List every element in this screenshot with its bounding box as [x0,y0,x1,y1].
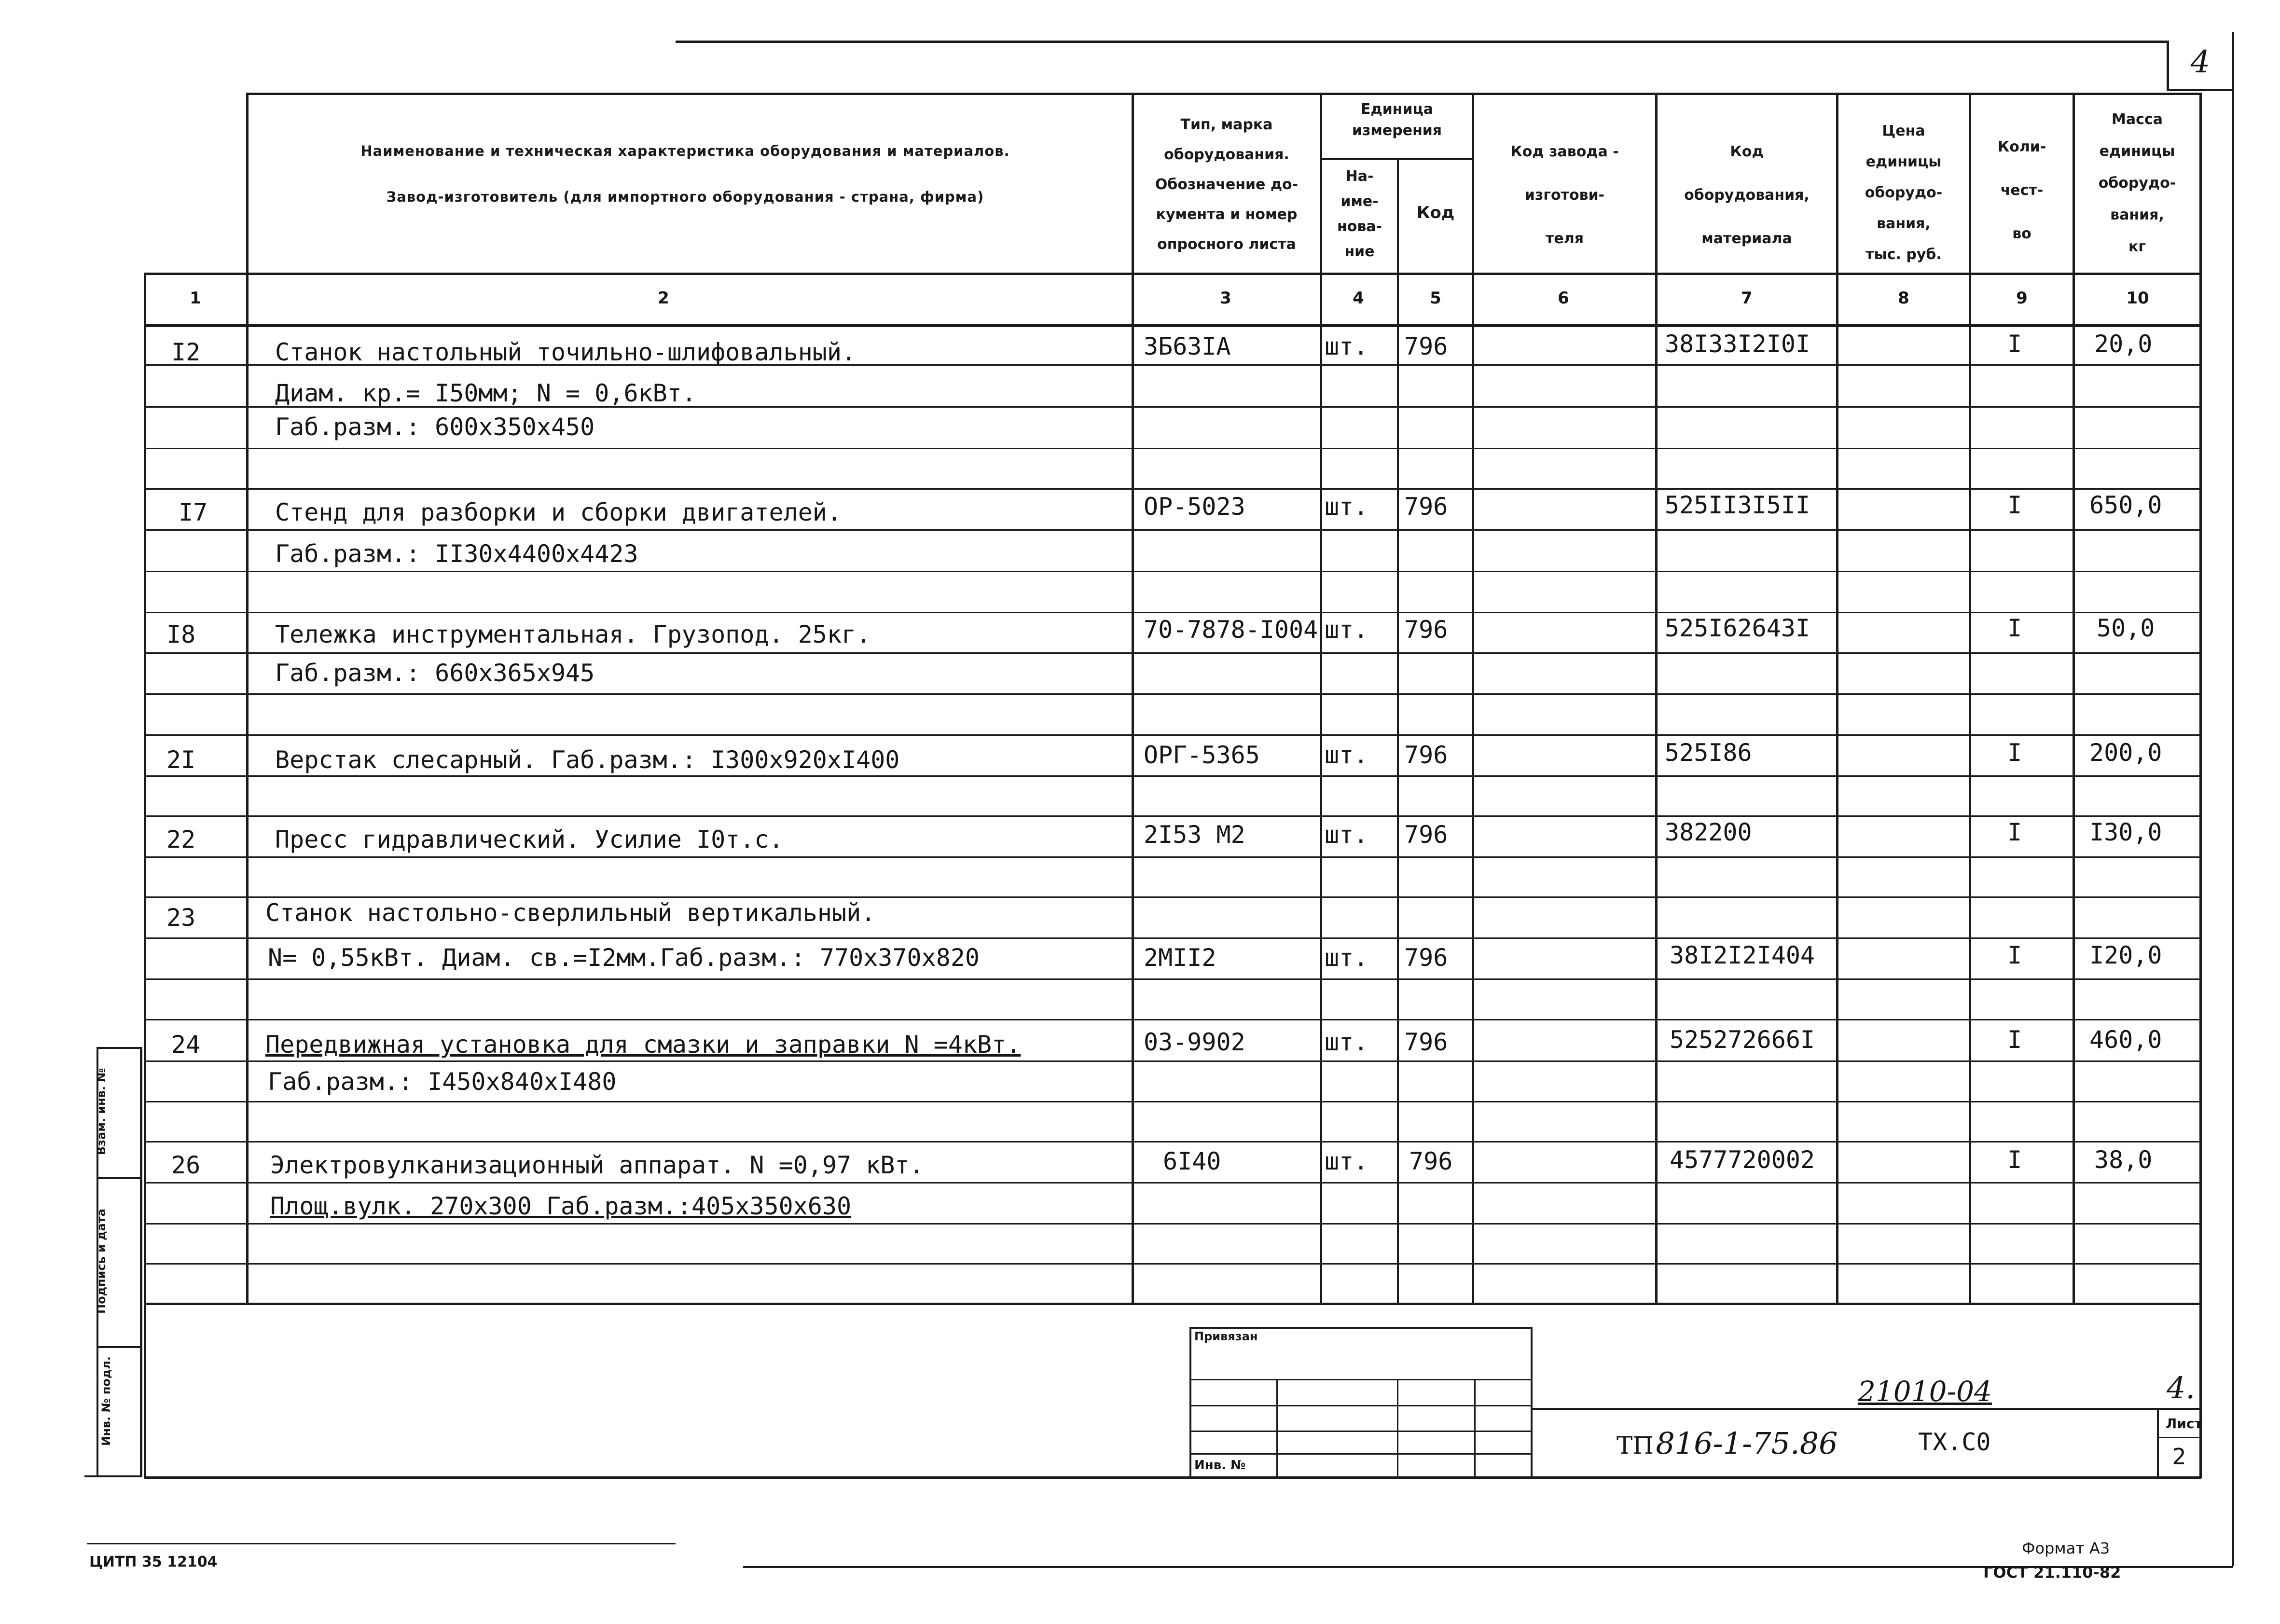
row-quantity: I [2007,491,2022,519]
header-col10 [2075,104,2199,263]
row-type: 70-7878-I004 [1144,616,1318,644]
header-col3-line: опросного листа [1157,236,1296,253]
row-description-line: Стенд для разборки и сборки двигателей. [275,498,842,526]
row-position: 22 [166,826,196,853]
row-mass: I30,0 [2089,818,2162,846]
header-col8-line: оборудо- [1865,184,1943,201]
row-mass: 460,0 [2089,1026,2162,1054]
row-item-code: 38I33I2I0I [1665,330,1810,358]
header-col7-line: Код [1730,143,1764,160]
row-mass: 20,0 [2094,330,2153,358]
row-type: 03-9902 [1144,1028,1245,1056]
row-type: 3Б63IА [1144,332,1231,360]
row-unit-code: 796 [1404,741,1448,769]
row-position: 26 [171,1151,201,1179]
row-item-code: 4577720002 [1670,1146,1815,1174]
row-unit-code: 796 [1404,493,1448,521]
sheet-label: Лист [2166,1416,2202,1431]
doc-code [1617,1426,1838,1461]
bottom-frame-line [145,1476,2201,1479]
row-description-line: Габ.разм.: II30x4400x4423 [275,540,638,568]
row-quantity: I [2007,1026,2022,1054]
colnum-bottom-line [145,324,2201,327]
row-description-line: Электровулканизационный аппарат. N =0,97 кВт. [270,1151,924,1179]
column-number: 6 [1558,289,1569,308]
sheet-hand-number: 4. [2167,1370,2196,1405]
header-col9 [1971,125,2073,256]
row-unit-code: 796 [1404,821,1448,849]
header-col7-line: оборудования, [1684,187,1810,204]
header-col9-line: чест- [2000,182,2044,199]
row-line [145,652,2201,654]
footer-left-text: ЦИТП 35 12104 [89,1554,218,1570]
header-col2-line1: Наименование и техническая характеристика оборудования и материалов. [360,143,1010,159]
vline-c5 [1472,93,1474,1304]
header-col10-line: кг [2128,238,2146,255]
header-col3-line: кумента и номер [1156,206,1298,223]
header-col2-line2: Завод-изготовитель (для импортного оборудования - страна, фирма) [386,189,984,205]
header-col5: Код [1416,203,1455,222]
column-number: 7 [1741,289,1753,308]
header-col4-line: нова- [1337,218,1382,235]
header-bottom-line [145,273,2201,275]
row-type: 6I40 [1163,1147,1221,1175]
row-position: 23 [166,904,196,932]
approval-box-line [1189,1453,1532,1455]
row-line [145,1019,2201,1020]
row-unit: шт. [1325,616,1368,644]
approval-box-vline [1276,1379,1278,1476]
row-quantity: I [2007,739,2022,767]
row-line [145,612,2201,613]
vline-c3 [1320,93,1322,1304]
row-position: I8 [166,620,196,648]
row-description-line: Передвижная установка для смазки и заправки N =4кВт. [265,1031,1021,1059]
row-unit-code: 796 [1404,332,1448,360]
row-mass: 38,0 [2094,1146,2153,1174]
header-col9-line: Коли- [1997,138,2046,155]
row-quantity: I [2007,941,2022,969]
row-description-line: Диам. кр.= I50мм; N = 0,6кВт. [275,379,696,407]
row-type: ОРГ-5365 [1144,741,1260,769]
footer-gost: ГОСТ 21.110-82 [1983,1563,2121,1582]
row-item-code: 382200 [1665,818,1752,846]
header-col6-line: изготови- [1524,187,1605,204]
row-item-code: 525I62643I [1665,614,1810,642]
stamp-right-line [140,1047,142,1476]
column-number: 5 [1430,289,1441,308]
row-unit: шт. [1325,1147,1368,1175]
row-unit: шт. [1325,1028,1368,1056]
title-block-divider [1532,1408,2200,1410]
column-number: 4 [1353,289,1364,308]
header-col6 [1474,130,1655,261]
row-description-line: Станок настольно-сверлильный вертикальный. [265,899,876,927]
header-col4-line: ние [1344,243,1375,260]
header-col3 [1135,110,1318,260]
inv-label: Инв. № [1194,1458,1246,1473]
row-description-line: Верстак слесарный. Габ.разм.: I300x920xI400 [275,746,900,774]
header-col8-line: Цена [1882,123,1925,139]
header-col9-line: во [2012,225,2031,242]
row-line [145,1101,2201,1102]
row-unit-code: 796 [1404,616,1448,644]
row-mass: 650,0 [2089,491,2162,519]
row-description-line: Пресс гидравлический. Усилие I0т.с. [275,826,784,853]
row-line [145,1060,2201,1062]
doc-code-prefix: ТП [1617,1431,1654,1459]
vline-c6 [1655,93,1658,1304]
row-line [145,529,2201,531]
header-col7-line: материала [1701,230,1792,247]
header-col6-line: теля [1546,230,1584,247]
row-quantity: I [2007,818,2022,846]
row-position: I2 [171,338,201,366]
table-top-line [246,93,2201,95]
stamp-divider [97,1177,142,1179]
stamp-label-replaced: Взам. инв. № [95,1068,108,1156]
approval-box-line [1189,1379,1532,1380]
row-description-line: Станок настольный точильно-шлифовальный. [275,338,857,366]
header-col10-line: единицы [2099,143,2175,160]
doc-code-number: 816-1-75.86 [1656,1426,1838,1461]
approval-box-line [1189,1431,1532,1432]
column-number: 10 [2126,289,2149,308]
row-description-line: Габ.разм.: 600x350x450 [275,413,595,441]
sheet-box-mid [2157,1437,2201,1438]
row-description-line: Площ.вулк. 270x300 Габ.разм.:405x350x630 [270,1192,852,1220]
row-unit: шт. [1325,493,1368,521]
header-col7 [1658,130,1836,261]
row-mass: I20,0 [2089,941,2162,969]
header-col8-line: единицы [1865,153,1942,170]
stamp-label-inv: Инв. № подл. [99,1356,113,1446]
header-unit-title-line: Единица [1361,101,1433,118]
row-line [145,775,2201,777]
row-description-line: N= 0,55кВт. Диам. св.=I2мм.Габ.разм.: 770x370x820 [268,944,980,972]
stamp-top-line [97,1047,142,1049]
header-col10-line: вания, [2110,206,2164,223]
header-unit-title [1322,99,1472,141]
stamp-bottom-line [84,1475,142,1477]
column-number: 3 [1220,289,1231,308]
row-type: 2I53 М2 [1144,821,1245,849]
approval-box-line [1189,1405,1532,1406]
row-line [145,856,2201,858]
column-number: 1 [190,289,201,308]
row-line [145,693,2201,695]
row-item-code: 525272666I [1670,1026,1815,1054]
row-unit: шт. [1325,741,1368,769]
row-line [145,1182,2201,1184]
vline-right [2199,93,2202,1478]
corner-box-bottom [2167,89,2234,91]
row-type: ОР-5023 [1144,493,1245,521]
row-unit: шт. [1325,332,1368,360]
vline-c2 [1132,93,1134,1304]
frame-top-line [676,41,2167,43]
vline-c7 [1836,93,1838,1304]
vline-left [144,273,146,1479]
header-unit-title-line: измерения [1352,122,1442,139]
row-line [145,1141,2201,1142]
row-line [145,815,2201,817]
row-position: 24 [171,1031,201,1059]
header-col6-line: Код завода - [1510,143,1619,160]
approval-box-top [1189,1327,1532,1329]
header-col8-line: тыс. руб. [1865,246,1942,263]
row-item-code: 38I2I2I404 [1670,941,1815,969]
row-description-line: Тележка инструментальная. Грузопод. 25кг. [275,620,871,648]
row-position: 2I [166,746,196,774]
doc-mark: ТХ.С0 [1918,1428,1991,1456]
column-number: 2 [658,289,669,308]
frame-right-line [2232,32,2234,1566]
approval-box-vline [1474,1379,1476,1476]
page-corner-number: 4 [2190,44,2211,80]
column-number: 9 [2016,289,2028,308]
row-mass: 200,0 [2089,739,2162,767]
row-line [145,978,2201,980]
corner-box-left [2167,41,2169,91]
row-line [145,734,2201,736]
row-line [145,488,2201,490]
header-col10-line: Масса [2112,111,2163,128]
header-col4-line: На- [1345,168,1374,185]
row-description-line: Габ.разм.: I450x840xI480 [268,1068,617,1096]
vline-c8 [1969,93,1971,1304]
approved-label: Привязан [1194,1330,1258,1343]
row-unit-code: 796 [1404,944,1448,972]
footer-left-line [87,1543,676,1544]
row-unit-code: 796 [1404,1028,1448,1056]
approval-box-vline [1397,1379,1398,1476]
table-bottom-line [145,1303,2201,1305]
row-description-line: Габ.разм.: 660x365x945 [275,659,595,687]
row-item-code: 525I86 [1665,739,1752,767]
row-quantity: I [2007,1146,2022,1174]
row-type: 2МII2 [1144,944,1216,972]
header-col3-line: Тип, марка [1180,116,1273,133]
row-quantity: I [2007,614,2022,642]
vline-c4 [1397,159,1399,1304]
header-col3-line: Обозначение до- [1155,176,1299,193]
row-unit-code: 796 [1409,1147,1453,1175]
row-line [145,1223,2201,1225]
row-line [145,1263,2201,1265]
row-unit: шт. [1325,821,1368,849]
row-quantity: I [2007,330,2022,358]
vline-c9 [2073,93,2075,1304]
row-item-code: 525II3I5II [1665,491,1810,519]
row-line [145,937,2201,939]
handwritten-number: 21010-04 [1858,1375,1992,1408]
column-number: 8 [1898,289,1909,308]
unit-header-subline [1320,158,1473,160]
vline-c1 [246,93,249,1304]
header-col4-line: име- [1340,193,1379,210]
footer-format: Формат А3 [2022,1539,2110,1557]
sheet-number: 2 [2172,1444,2186,1470]
row-line [145,571,2201,572]
header-col8-line: вания, [1877,215,1931,232]
header-col3-line: оборудования. [1164,146,1289,163]
header-col4 [1322,164,1397,264]
header-col8 [1838,116,1969,270]
row-line [145,448,2201,449]
row-line [145,896,2201,898]
row-mass: 50,0 [2097,614,2155,642]
row-unit: шт. [1325,944,1368,972]
header-col10-line: оборудо- [2098,175,2176,192]
stamp-label-signature: Подпись и дата [95,1209,108,1314]
row-position: I7 [179,498,208,526]
